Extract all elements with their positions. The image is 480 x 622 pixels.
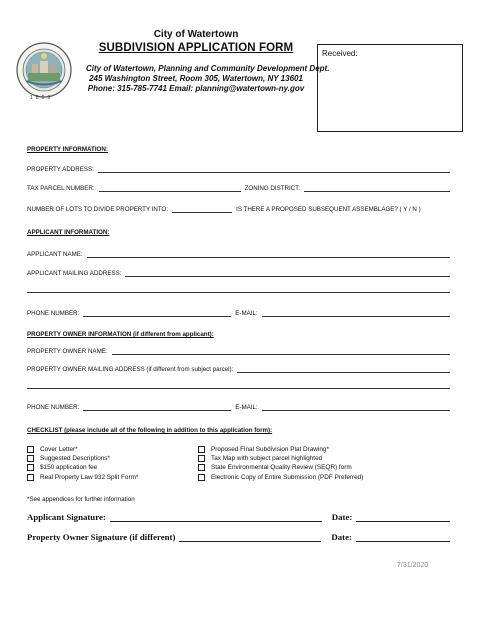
checklist-item[interactable] xyxy=(198,445,329,453)
zoning-field[interactable] xyxy=(304,186,450,192)
owner-mailing-field[interactable] xyxy=(237,367,450,373)
applicant-email-label: E-MAIL: xyxy=(235,310,258,317)
form-title: SUBDIVISION APPLICATION FORM xyxy=(98,42,294,54)
applicant-date-label: Date: xyxy=(331,512,353,522)
assemblage-label[interactable]: IS THERE A PROPOSED SUBSEQUENT ASSEMBLAGE? ( Y / N ) xyxy=(236,206,421,213)
applicant-mailing-field-2[interactable] xyxy=(27,292,450,293)
applicant-signature-field[interactable] xyxy=(110,514,322,522)
owner-mailing-field-2[interactable] xyxy=(27,388,450,389)
property-address-label: PROPERTY ADDRESS: xyxy=(27,166,94,173)
checklist-item-label: Suggested Descriptions* xyxy=(40,454,110,462)
checklist-heading: CHECKLIST (please include all of the following in addition to this application form): xyxy=(27,427,273,434)
seal-year: 1869 xyxy=(30,95,54,101)
checklist-item[interactable] xyxy=(27,473,138,481)
form-header xyxy=(86,29,330,94)
owner-name-label: PROPERTY OWNER NAME: xyxy=(27,348,108,355)
owner-email-field[interactable] xyxy=(262,405,450,411)
checklist-item[interactable] xyxy=(198,473,363,481)
checkbox[interactable] xyxy=(198,446,205,453)
checkbox[interactable] xyxy=(27,455,34,462)
owner-signature-row xyxy=(27,532,450,542)
applicant-phone-label: PHONE NUMBER: xyxy=(27,310,80,317)
footer-date: 7/31/2020 xyxy=(397,562,429,569)
owner-date-label: Date: xyxy=(331,532,352,542)
property-address-field[interactable] xyxy=(98,167,450,173)
applicant-mailing-field[interactable] xyxy=(125,271,450,277)
tax-parcel-row xyxy=(27,185,450,192)
applicant-heading: APPLICANT INFORMATION: xyxy=(27,229,110,236)
applicant-name-label: APPLICANT NAME: xyxy=(27,251,83,258)
owner-contact-row xyxy=(27,404,450,411)
checklist-item[interactable] xyxy=(198,454,322,462)
checkbox[interactable] xyxy=(27,446,34,453)
checkbox[interactable] xyxy=(27,474,34,481)
applicant-signature-label: Applicant Signature: xyxy=(27,512,106,522)
checklist-item-label: Electronic Copy of Entire Submission (PDF Preferred) xyxy=(211,473,364,481)
applicant-mailing-label: APPLICANT MAILING ADDRESS: xyxy=(27,270,122,277)
applicant-email-field[interactable] xyxy=(262,311,450,317)
owner-mailing-label: PROPERTY OWNER MAILING ADDRESS (if different from subject parcel): xyxy=(27,366,234,373)
property-heading: PROPERTY INFORMATION: xyxy=(27,146,108,153)
checklist-item[interactable] xyxy=(27,445,78,453)
checklist-item-label: State Environmental Quality Review (SEQR) form xyxy=(211,463,352,471)
checkbox[interactable] xyxy=(198,455,205,462)
checklist-item-label: Real Property Law 932 Split Form* xyxy=(40,473,139,481)
owner-mailing-row xyxy=(27,366,450,373)
owner-phone-field[interactable] xyxy=(83,405,231,411)
checklist-item[interactable] xyxy=(198,463,352,471)
applicant-phone-field[interactable] xyxy=(83,311,231,317)
checklist-item-label: Tax Map with subject parcel highlighted xyxy=(211,454,323,462)
dept-name: City of Watertown, Planning and Community Development Dept. xyxy=(86,64,330,73)
owner-heading: PROPERTY OWNER INFORMATION (if different from applicant): xyxy=(27,331,214,338)
lots-field[interactable] xyxy=(172,207,232,213)
checklist-item[interactable] xyxy=(27,454,110,462)
owner-signature-field[interactable] xyxy=(179,534,321,542)
zoning-label: ZONING DISTRICT: xyxy=(244,185,300,192)
received-label: Received: xyxy=(322,49,358,58)
checkbox[interactable] xyxy=(198,464,205,471)
lots-label: NUMBER OF LOTS TO DIVIDE PROPERTY INTO: xyxy=(27,206,169,213)
owner-email-label: E-MAIL: xyxy=(235,404,258,411)
applicant-mailing-row xyxy=(27,270,450,277)
applicant-date-field[interactable] xyxy=(356,514,450,522)
checklist-item[interactable] xyxy=(27,463,97,471)
property-address-row xyxy=(27,166,450,173)
checklist-note: *See appendices for further information xyxy=(27,496,135,503)
received-box[interactable] xyxy=(317,44,463,132)
checklist-item-label: Cover Letter* xyxy=(40,445,78,453)
checklist-item-label: Proposed Final Subdivision Plat Drawing* xyxy=(211,445,329,453)
dept-contact: Phone: 315-785-7741 Email: planning@watertown-ny.gov xyxy=(87,84,305,93)
tax-parcel-field[interactable] xyxy=(99,186,241,192)
checklist-item-label: $150 application fee xyxy=(40,463,98,471)
owner-name-field[interactable] xyxy=(112,349,450,355)
dept-address: 245 Washington Street, Room 305, Watertown, NY 13601 xyxy=(89,74,303,83)
owner-date-field[interactable] xyxy=(356,534,450,542)
owner-phone-label: PHONE NUMBER: xyxy=(27,404,80,411)
lots-row xyxy=(27,206,450,213)
city-name: City of Watertown xyxy=(153,29,239,40)
tax-parcel-label: TAX PARCEL NUMBER: xyxy=(27,185,95,192)
checkbox[interactable] xyxy=(198,474,205,481)
checkbox[interactable] xyxy=(27,464,34,471)
applicant-name-field[interactable] xyxy=(87,252,450,258)
owner-name-row xyxy=(27,348,450,355)
applicant-name-row xyxy=(27,251,450,258)
applicant-contact-row xyxy=(27,310,450,317)
applicant-signature-row xyxy=(27,512,450,522)
owner-signature-label: Property Owner Signature (if different) xyxy=(27,532,176,542)
